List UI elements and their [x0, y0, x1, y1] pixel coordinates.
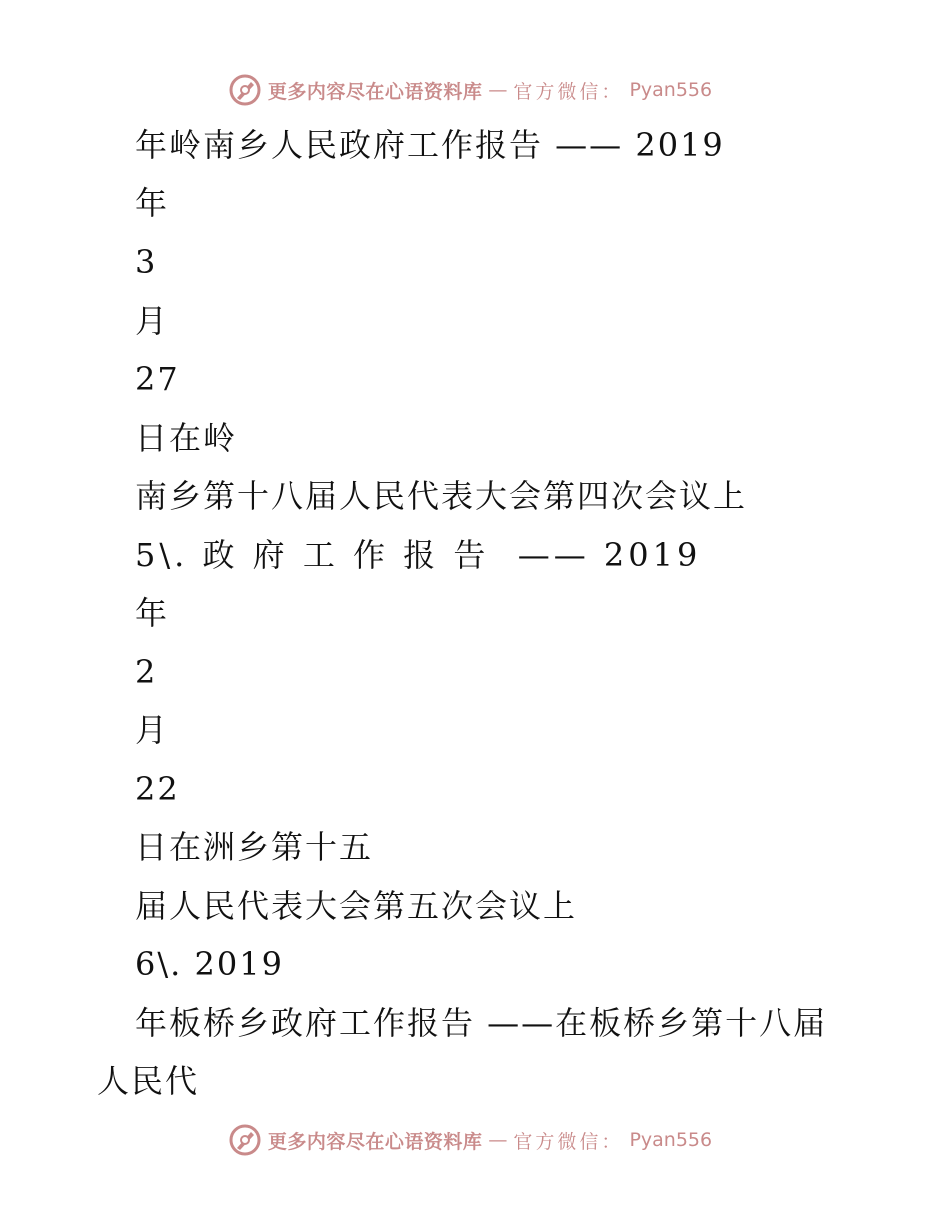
- watermark-dash: —: [488, 1129, 508, 1151]
- text-line: 3: [135, 243, 158, 281]
- text-line: 6\. 2019: [135, 945, 284, 983]
- text-line: 22: [135, 770, 180, 808]
- pen-logo-icon: [228, 73, 262, 107]
- text-line: 5\. 政 府 工 作 报 告 —— 2019: [135, 536, 702, 574]
- text-line: 2: [135, 653, 158, 691]
- text-line: 日在洲乡第十五: [135, 828, 374, 866]
- text-line: 27: [135, 360, 180, 398]
- text-line: 月: [135, 302, 170, 340]
- text-line: 月: [135, 711, 170, 749]
- text-line: 南乡第十八届人民代表大会第四次会议上: [135, 477, 748, 515]
- watermark-group: [228, 73, 712, 107]
- watermark-wechat-label: 官方微信：: [513, 1130, 624, 1153]
- text-line: 人民代: [97, 1062, 200, 1100]
- watermark-wechat-handle: Pyan556: [629, 79, 713, 101]
- footer-watermark: [0, 1120, 950, 1160]
- text-line: 年: [135, 184, 170, 222]
- watermark-wechat-label: 官方微信：: [513, 80, 624, 103]
- watermark-group: [228, 1123, 712, 1157]
- text-line: 日在岭: [135, 419, 238, 457]
- watermark-main-text: 更多内容尽在心语资料库: [267, 1130, 483, 1153]
- watermark-main-text: 更多内容尽在心语资料库: [267, 80, 483, 103]
- header-watermark: [0, 70, 950, 110]
- pen-logo-icon: [228, 1123, 262, 1157]
- watermark-wechat-handle: Pyan556: [629, 1129, 713, 1151]
- text-line: 年: [135, 594, 170, 632]
- watermark-dash: —: [488, 79, 508, 101]
- text-line: 届人民代表大会第五次会议上: [135, 887, 578, 925]
- text-line: 年板桥乡政府工作报告 ——在板桥乡第十八届: [135, 1004, 828, 1042]
- text-line: 年岭南乡人民政府工作报告 —— 2019: [135, 126, 725, 164]
